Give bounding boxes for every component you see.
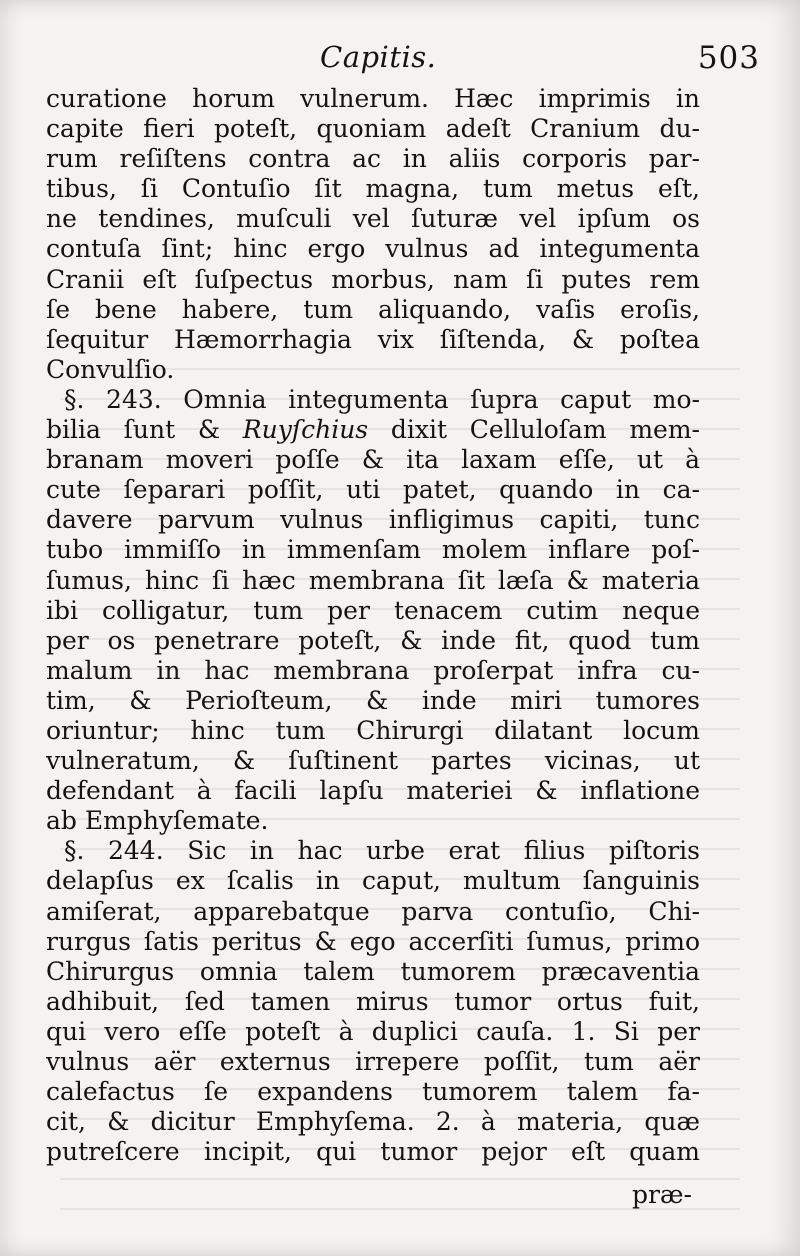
text-line: ibi colligatur, tum per tenacem cutim neque (46, 595, 700, 625)
text-line: adhibuit, ſed tamen mirus tumor ortus fuit, (46, 986, 700, 1016)
text-line: ſequitur Hæmorrhagia vix ſiſtenda, & poſtea (46, 324, 700, 354)
text-line: tubo immiſſo in immenſam molem inflare poſ- (46, 535, 700, 565)
text-line: capite fieri poteſt, quoniam adeſt Cranium du- (46, 114, 700, 144)
page-number: 503 (697, 40, 760, 76)
text-line: curatione horum vulnerum. Hæc imprimis in (46, 84, 700, 113)
text-line: rum reſiſtens contra ac in aliis corporis par- (46, 144, 700, 174)
text-line: tibus, ſi Contuſio ſit magna, tum metus eſt, (46, 174, 700, 204)
text-line: vulneratum, & ſuſtinent partes vicinas, ut (46, 746, 700, 776)
text-line: ſe bene habere, tum aliquando, vaſis eroſis, (46, 294, 700, 324)
running-title: Capitis. (320, 40, 437, 74)
text-line: contuſa ſint; hinc ergo vulnus ad integumenta (46, 234, 700, 264)
text-line: cit, & dicitur Emphyſema. 2. à materia, quæ (46, 1107, 700, 1137)
text-line: calefactus ſe expandens tumorem talem fa- (46, 1077, 700, 1107)
text-line: oriuntur; hinc tum Chirurgi dilatant locum (46, 715, 700, 745)
text-line: davere parvum vulnus infligimus capiti, tunc (46, 505, 700, 535)
text-line: rurgus ſatis peritus & ego accerſiti ſumus, primo (46, 926, 700, 956)
catchword: præ- (632, 1180, 692, 1209)
text-line: branam moveri poſſe & ita laxam eſſe, ut à (46, 445, 700, 475)
text-line: cute ſeparari poſſit, uti patet, quando in ca- (46, 475, 700, 505)
text-line: amiſerat, apparebatque parva contuſio, Chi- (46, 896, 700, 926)
text-segment: dixit Celluloſam mem- (368, 415, 700, 445)
text-line: ſumus, hinc ſi hæc membrana ſit læſa & materia (46, 565, 700, 595)
text-line-with-italic (46, 415, 700, 445)
paragraph-244-first-line: §. 244. Sic in hac urbe erat filius piſtoris (64, 836, 700, 866)
text-line: delapſus ex ſcalis in caput, multum ſanguinis (46, 866, 700, 896)
text-segment: bilia ſunt & (46, 415, 243, 445)
text-line: Cranii eſt ſuſpectus morbus, nam ſi putes rem (46, 264, 700, 294)
text-line: ne tendines, muſculi vel ſuturæ vel ipſum os (46, 204, 700, 234)
text-line: defendant à facili lapſu materiei & inflatione (46, 776, 700, 806)
page-header (50, 36, 760, 84)
text-line: per os penetrare poteſt, & inde fit, quod tum (46, 625, 700, 655)
text-line: Chirurgus omnia talem tumorem præcaventia (46, 956, 700, 986)
author-name: Ruyſchius (242, 415, 369, 445)
text-line: malum in hac membrana proſerpat infra cu- (46, 655, 700, 685)
text-line: Convulſio. (46, 354, 175, 384)
text-line: tim, & Perioſteum, & inde miri tumores (46, 685, 700, 715)
text-line: putreſcere incipit, qui tumor pejor eſt quam (46, 1137, 700, 1167)
text-line: qui vero eſſe poteſt à duplici cauſa. 1. Si per (46, 1016, 700, 1046)
text-line: vulnus aër externus irrepere poſſit, tum aër (46, 1047, 700, 1076)
paragraph-243-first-line: §. 243. Omnia integumenta ſupra caput mo- (64, 384, 700, 414)
body-text (46, 84, 700, 1167)
text-line: ab Emphyſemate. (46, 806, 269, 836)
